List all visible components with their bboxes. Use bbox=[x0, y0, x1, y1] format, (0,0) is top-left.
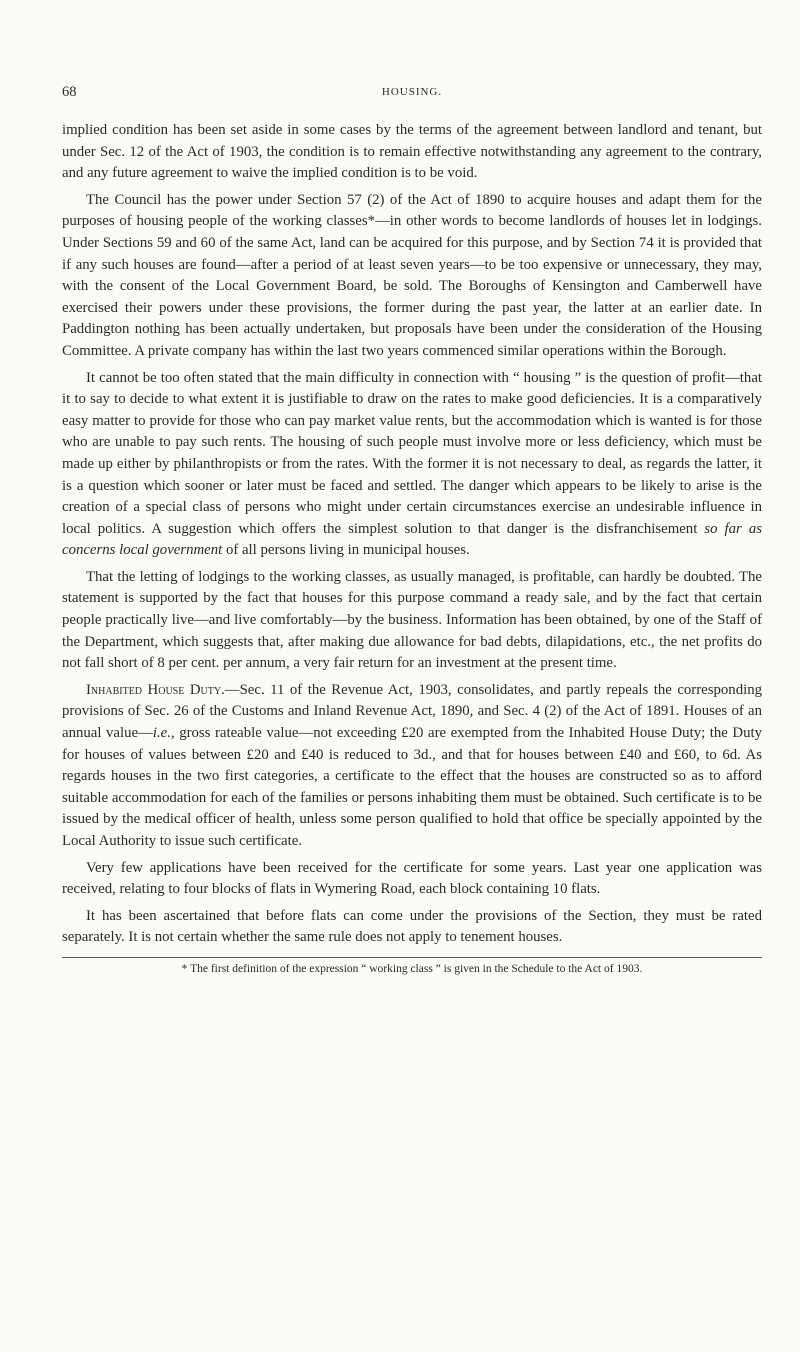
document-page bbox=[62, 84, 762, 977]
section-heading: Inhabited House Duty. bbox=[86, 681, 225, 698]
duty-text-b: , gross rateable value—not exceeding £20 are exempted from the Inhabited House Duty; the Duty for houses of values between £20 and £40 is reduced to 3d., and that for houses between £40 and £60, to 6d. As regards houses in the two first categories, a certificate to the effect that the houses are constructed so as to afford suitable accommodation for each of the families or persons inhabiting them must be obtained. Such certificate is to be issued by the medical officer of health, unless some person qualified to hold that office be specially appointed by the Local Authority to issue such certificate. bbox=[62, 725, 763, 849]
profit-text-before: It cannot be too often stated that the main difficulty in connection with “ housing ” is the question of profit—that it to say to decide to what extent it is justifiable to draw on the rates to make good deficiencies. It is a comparatively easy matter to provide for those who can pay market value rents, but the accommodation which is wanted is for those who are unable to pay such rents. The housing of such people must involve more or less deficiency, which must be made up either by philanthropists or from the rates. With the former it is not necessary to deal, as regards the latter, it is a question which sooner or later must be faced and settled. The danger which appears to be likely to arise is the creation of a special class of persons who might under certain circumstances exercise an undesirable influence in local politics. A suggestion which offers the simplest solution to that danger is the disfranchisement bbox=[62, 369, 762, 537]
profit-text-after: of all persons living in municipal houses. bbox=[222, 542, 470, 559]
paragraph-rated-separately: It has been ascertained that before flats can come under the provisions of the Section, they must be rated separately. It is not certain whether the same rule does not apply to tenement houses. bbox=[62, 907, 762, 946]
duty-text-a: —Sec. 11 of the Revenue Act, 1903, consolidates, and partly repeals the corresponding provisions of Sec. 26 of the Customs and Inland Revenue Act, 1890, and Sec. 4 (2) of the Act of 1891. Houses of an annual value— bbox=[62, 681, 762, 742]
duty-text-italic: i.e. bbox=[152, 725, 171, 742]
paragraph-lodgings-profitable: That the letting of lodgings to the working classes, as usually managed, is profitable, can hardly be doubted. The statement is supported by the fact that houses for this purpose command a ready sale, and by the fact that certain people practically live—and live comfortably—by the business. Information has been obtained, by one of the Staff of the Department, which suggests that, after making due allowance for bad debts, dilapidations, etc., the net profits do not fall short of 8 per cent. per annum, a very fair return for an investment at the present time. bbox=[62, 568, 762, 672]
page-header bbox=[62, 84, 762, 106]
paragraph-council-power: The Council has the power under Section 57 (2) of the Act of 1890 to acquire houses and adapt them for the purposes of housing people of the working classes*—in other words to become landlords of houses let in lodgings. Under Sections 59 and 60 of the same Act, land can be acquired for this purpose, and by Section 74 it is provided that if any such houses are found—after a period of at least seven years—to be too expensive or unnecessary, they may, with the consent of the Local Government Board, be sold. The Boroughs of Kensington and Camberwell have exercised their powers under these provisions, the former during the past year, the latter at an earlier date. In Paddington nothing has been actually undertaken, but proposals have been under the consideration of the Housing Committee. A private company has within the last two years commenced similar operations within the Borough. bbox=[62, 191, 762, 359]
footnote: * The first definition of the expression “ working class ” is given in the Schedule to the Act of 1903. bbox=[181, 962, 643, 975]
page-number: 68 bbox=[62, 84, 77, 100]
paragraph-few-applications: Very few applications have been received for the certificate for some years. Last year one application was received, relating to four blocks of flats in Wymering Road, each block containing 10 flats. bbox=[62, 859, 762, 898]
running-head: HOUSING. bbox=[381, 86, 443, 98]
paragraph-implied-condition: implied condition has been set aside in some cases by the terms of the agreement between landlord and tenant, but under Sec. 12 of the Act of 1903, the condition is to remain effective notwithstanding any agreement to the contrary, and any future agreement to waive the implied condition is to be void. bbox=[62, 122, 762, 182]
profit-text-italic: so far as concerns local government bbox=[62, 520, 762, 559]
paragraph-inhabited-house-duty bbox=[62, 680, 762, 853]
footnote-divider bbox=[62, 957, 762, 958]
paragraph-profit-question bbox=[62, 368, 762, 562]
